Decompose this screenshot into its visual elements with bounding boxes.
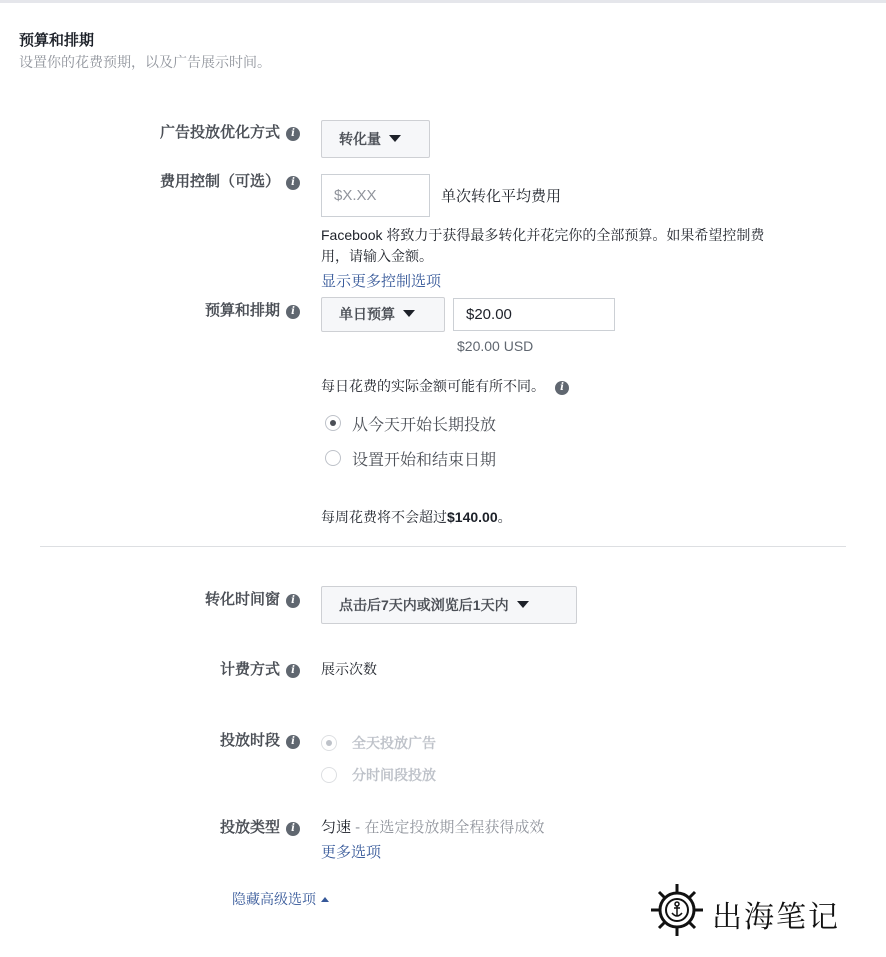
billing-label-row [220,658,300,679]
billing-value: 展示次数 [321,661,377,677]
optimization-label: 广告投放优化方式 [159,124,280,141]
cost-control-placeholder: $X.XX [334,187,377,204]
weekly-spend-note [321,507,512,527]
chevron-down-icon [517,601,529,608]
billing-label: 计费方式 [219,661,280,678]
budget-type-value: 单日预算 [339,306,395,322]
cost-control-help-line2: 用，请输入金额。 [321,248,433,264]
cost-control-suffix: 单次转化平均费用 [441,188,562,205]
budget-note: 每日花费的实际金额可能有所不同。 [321,378,545,394]
delivery-type-label-row [220,816,300,837]
anchor-helm-icon [650,880,706,940]
budget-amount-usd: $20.00 USD [457,338,534,354]
info-icon[interactable]: i [555,381,569,395]
weekly-spend-amount: $140.00 [447,509,498,525]
cost-control-help-line1: Facebook 将致力于获得最多转化并花完你的全部预算。如果希望控制费 [321,227,765,243]
hide-advanced-options-label: 隐藏高级选项 [232,891,316,907]
info-icon[interactable]: i [286,822,300,836]
section-subtitle: 设置你的花费预期，以及广告展示时间。 [19,54,271,70]
optimization-value: 转化量 [339,131,381,147]
watermark-text: 出海笔记 [712,901,840,934]
delivery-type-value: 匀速 [321,819,352,836]
cost-control-label-row [160,170,300,191]
delivery-type-label: 投放类型 [219,819,280,836]
schedule-option-ongoing: 从今天开始长期投放 [352,417,497,434]
info-icon[interactable]: i [286,664,300,678]
chevron-up-icon [321,897,329,902]
top-border [0,0,886,3]
info-icon[interactable]: i [286,176,300,190]
conversion-window-dropdown[interactable] [321,586,577,624]
ad-scheduling-radio-schedule[interactable] [321,767,337,783]
weekly-spend-prefix: 每周花费将不会超过 [321,509,447,525]
cost-control-input[interactable] [321,174,430,217]
budget-amount-value: $20.00 [466,306,512,323]
weekly-spend-suffix: 。 [497,509,512,525]
hide-advanced-options-link[interactable] [232,889,329,909]
budget-label-row [205,299,300,320]
delivery-type-row [321,816,544,837]
info-icon[interactable]: i [286,594,300,608]
budget-type-dropdown[interactable] [321,297,445,332]
conversion-window-label-row [205,588,300,609]
ad-scheduling-label-row [220,729,300,750]
schedule-radio-ongoing[interactable] [325,415,341,431]
budget-label: 预算和排期 [204,302,280,319]
conversion-window-value: 点击后7天内或浏览后1天内 [339,597,509,613]
budget-note-row [321,376,569,396]
delivery-type-desc: - 在选定投放期全程获得成效 [351,819,545,836]
chevron-down-icon [403,310,415,317]
chevron-down-icon [389,135,401,142]
ad-scheduling-option-schedule: 分时间段投放 [352,767,436,783]
conversion-window-label: 转化时间窗 [204,591,280,608]
section-title: 预算和排期 [19,32,95,49]
ad-scheduling-label: 投放时段 [219,732,280,749]
cost-control-label: 费用控制（可选） [159,173,280,190]
info-icon[interactable]: i [286,127,300,141]
optimization-label-row [160,121,300,142]
schedule-option-dates: 设置开始和结束日期 [352,452,497,469]
budget-amount-input[interactable] [453,298,615,331]
schedule-radio-dates[interactable] [325,450,341,466]
optimization-dropdown[interactable] [321,120,430,158]
info-icon[interactable]: i [286,735,300,749]
section-divider [40,546,846,547]
ad-scheduling-option-all-day: 全天投放广告 [352,735,436,751]
ad-scheduling-radio-all-day[interactable] [321,735,337,751]
delivery-more-options-link[interactable]: 更多选项 [321,844,382,861]
info-icon[interactable]: i [286,305,300,319]
show-more-controls-link[interactable]: 显示更多控制选项 [321,273,442,290]
